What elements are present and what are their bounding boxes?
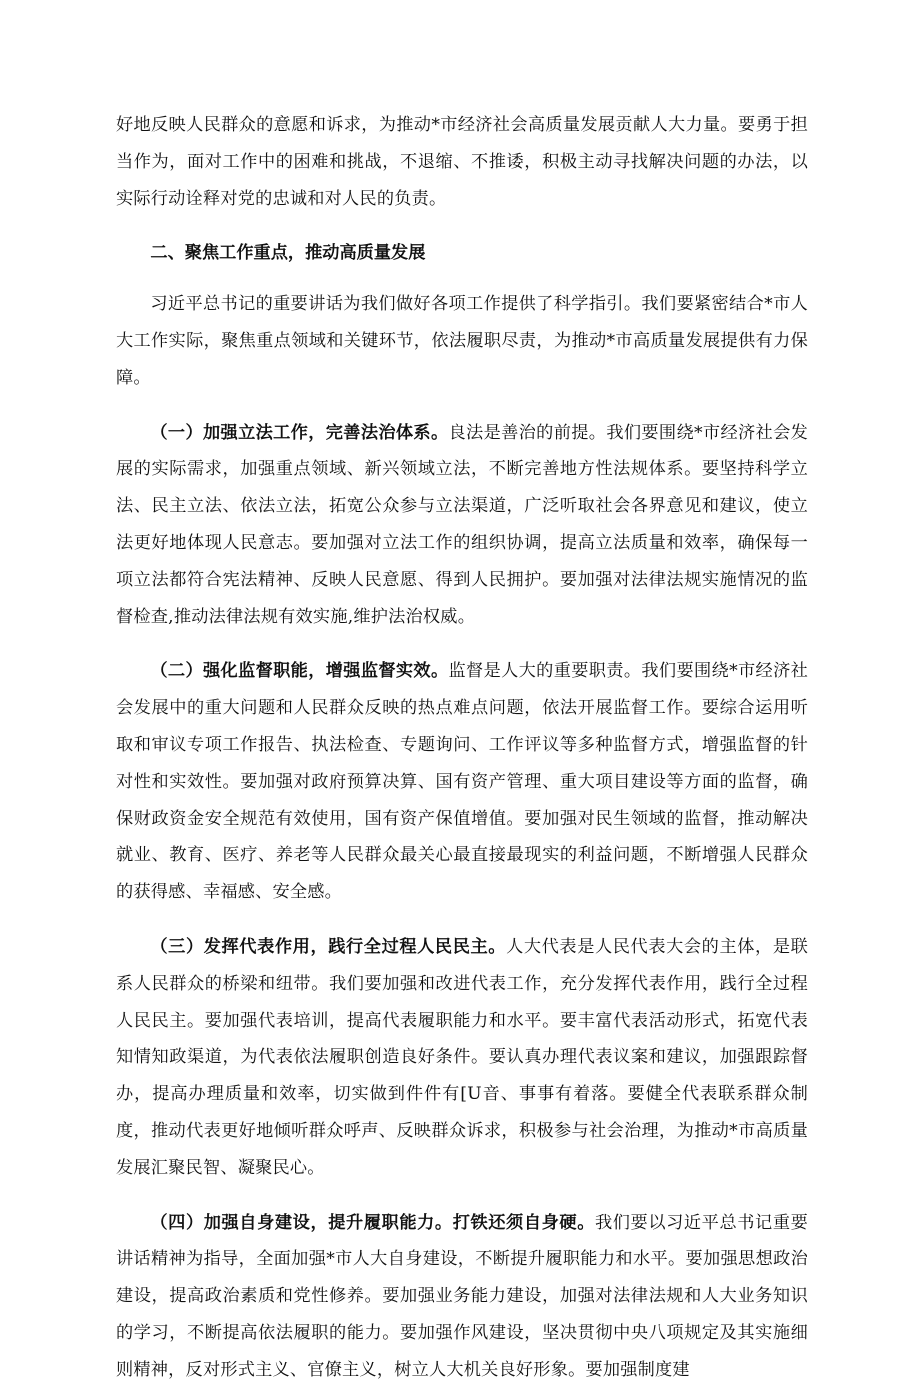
paragraph-text: 监督是人大的重要职责。我们要围绕*市经济社会发展中的重大问题和人民群众反映的热点难点问题，依法开展监督工作。要综合运用听取和审议专项工作报告、执法检查、专题询问、工作评议等多种监督方式，增强监督的针对性和实效性。要加强对政府预算决算、国有资产管理、重大项目建设等方面的监督，确保财政资金安全规范有效使用，国有资产保值增值。要加强对民生领域的监督，推动解决就业、教育、医疗、养老等人民群众最关心最直接最现实的利益问题，不断增强人民群众的获得感、幸福感、安全感。 xyxy=(116,661,809,903)
paragraph-text: 人大代表是人民代表大会的主体，是联系人民群众的桥梁和纽带。我们要加强和改进代表工作，充分发挥代表作用，践行全过程人民民主。要加强代表培训，提高代表履职能力和水平。要丰富代表活动形式，拓宽代表知情知政渠道，为代表依法履职创造良好条件。要认真办理代表议案和建议，加强跟踪督办，提高办理质量和效率，切实做到件件有[U音、事事有着落。要健全代表联系群众制度，推动代表更好地倾听群众呼声、反映群众诉求，积极参与社会治理，为推动*市高质量发展汇聚民智、凝聚民心。 xyxy=(116,936,808,1178)
paragraph-lead: （二）强化监督职能，增强监督实效。 xyxy=(150,661,449,682)
paragraph-text: 我们要以习近平总书记重要讲话精神为指导，全面加强*市人大自身建设，不断提升履职能力和水平。要加强思想政治建设，提高政治素质和党性修养。要加强业务能力建设，加强对法律法规和人大业务知识的学习，不断提高依法履职的能力。要加强作风建设，坚决贯彻中央八项规定及其实施细则精神，反对形式主义、官僚主义，树立人大机关良好形象。要加强制度建 xyxy=(116,1212,808,1380)
paragraph-self-building xyxy=(116,1205,808,1389)
paragraph-supervision xyxy=(116,653,808,911)
document-page xyxy=(116,107,808,1389)
paragraph-lead: （四）加强自身建设，提升履职能力。打铁还须自身硬。 xyxy=(150,1212,595,1233)
paragraph-representatives xyxy=(116,929,808,1187)
paragraph-legislation xyxy=(116,415,808,636)
paragraph-text: 良法是善治的前提。我们要围绕*市经济社会发展的实际需求，加强重点领域、新兴领域立法，不断完善地方性法规体系。要坚持科学立法、民主立法、依法立法，拓宽公众参与立法渠道，广泛听取社会各界意见和建议，使立法更好地体现人民意志。要加强对立法工作的组织协调，提高立法质量和效率，确保每一项立法都符合宪法精神、反映人民意愿、得到人民拥护。要加强对法律法规实施情况的监督检查,推动法律法规有效实施,维护法治权威。 xyxy=(116,422,809,627)
paragraph-lead: （一）加强立法工作，完善法治体系。 xyxy=(150,422,449,443)
paragraph-text: 好地反映人民群众的意愿和诉求，为推动*市经济社会高质量发展贡献人大力量。要勇于担当作为，面对工作中的困难和挑战，不退缩、不推诿，积极主动寻找解决问题的办法，以实际行动诠释对党的忠诚和对人民的负责。 xyxy=(116,115,808,209)
paragraph-text: 习近平总书记的重要讲话为我们做好各项工作提供了科学指引。我们要紧密结合*市人大工作实际，聚焦重点领域和关键环节，依法履职尽责，为推动*市高质量发展提供有力保障。 xyxy=(116,294,808,388)
section-heading: 二、聚焦工作重点，推动高质量发展 xyxy=(150,243,426,264)
paragraph-continuation xyxy=(116,107,808,217)
paragraph-lead: （三）发挥代表作用，践行全过程人民民主。 xyxy=(150,936,507,957)
paragraph-intro xyxy=(116,286,808,396)
